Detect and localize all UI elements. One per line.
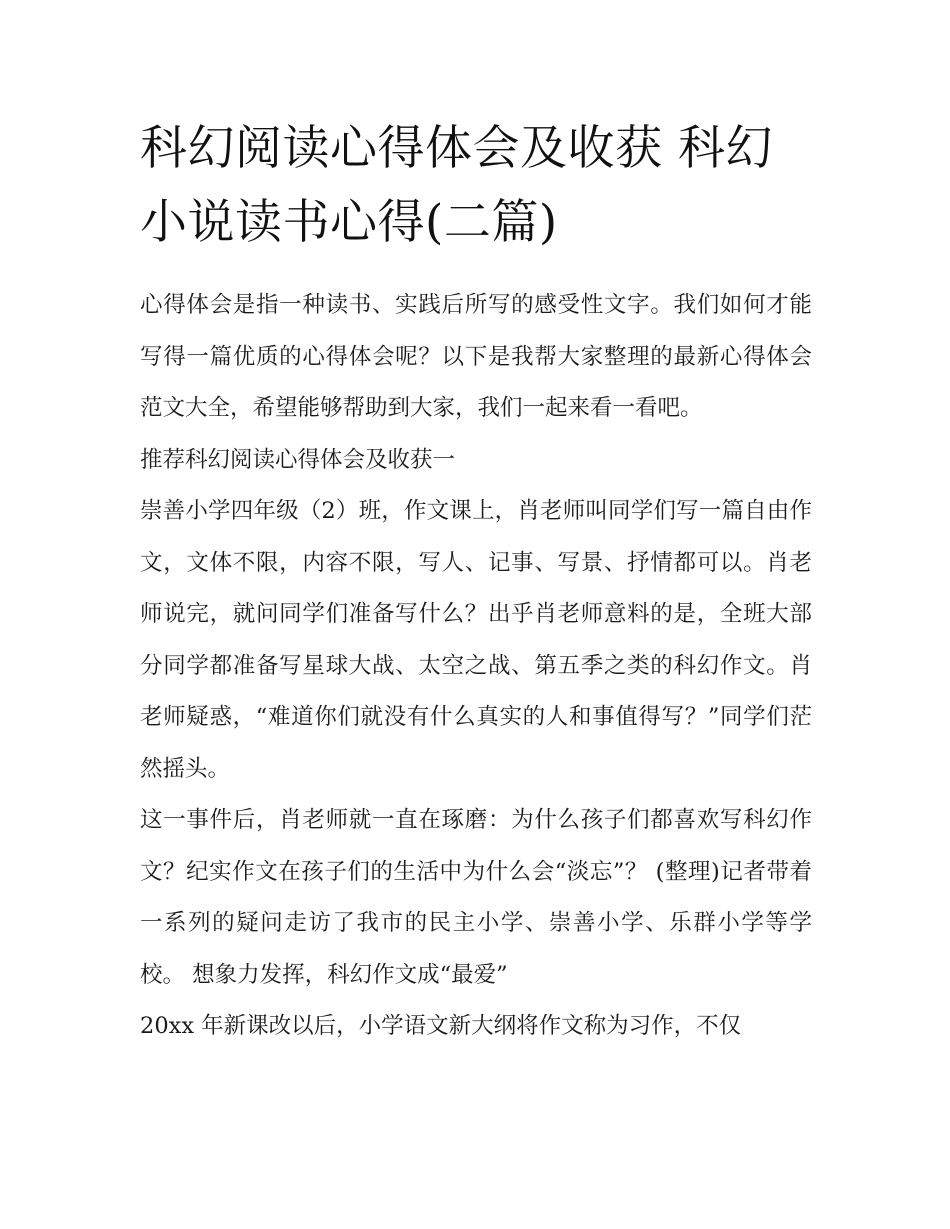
intro-paragraph: 心得体会是指一种读书、实践后所写的感受性文字。我们如何才能写得一篇优质的心得体会呢？以下是我帮大家整理的最新心得体会范文大全，希望能够帮助到大家，我们一起来看一看吧。 [140,292,812,421]
document-title: 科幻阅读心得体会及收获 科幻小说读书心得(二篇) [140,121,773,250]
body-paragraph: 崇善小学四年级（2）班，作文课上，肖老师叫同学们写一篇自由作文，文体不限，内容不限，写人、记事、写景、抒情都可以。肖老师说完，就问同学们准备写什么？出乎肖老师意料的是，全班大部分同学都准备写星球大战、太空之战、第五季之类的科幻作文。肖老师疑惑，“难道你们就没有什么真实的人和事值得写？”同学们茫然摇头。 [140,498,812,782]
section-heading: 推荐科幻阅读心得体会及收获一 [140,446,456,473]
body-paragraph: 20xx 年新课改以后，小学语文新大纲将作文称为习作，不仅 [140,1013,742,1039]
document-body [140,112,812,1053]
body-paragraph: 这一事件后，肖老师就一直在琢磨：为什么孩子们都喜欢写科幻作文？纪实作文在孩子们的生活中为什么会“淡忘”？ (整理)记者带着一系列的疑问走访了我市的民主小学、崇善小学、乐群小学等学校。 想象力发挥，科幻作文成“最爱” [140,807,812,988]
